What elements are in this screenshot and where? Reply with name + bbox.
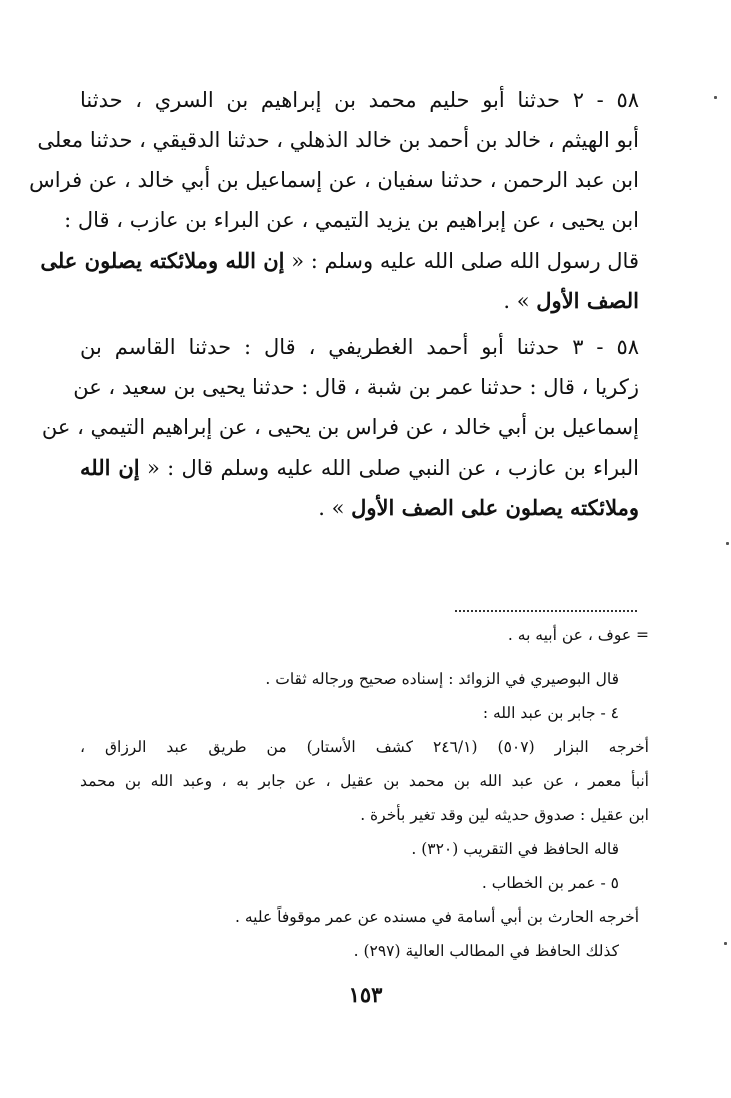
hadith-1-line-2: أبو الهيثم ، خالد بن أحمد بن خالد الذهلي ، حدثنا الدقيقي ، حدثنا معلى	[37, 128, 639, 152]
hadith-1-line-6-bold: الصف الأول	[536, 288, 639, 313]
footnote-separator	[455, 610, 637, 612]
hadith-1-line-5	[40, 248, 639, 273]
scan-speck	[714, 96, 717, 99]
hadith-2-line-4	[80, 455, 639, 480]
footnote-line-4: أخرجه البزار (٥٠٧) (٢٤٦/١ كشف الأستار) من طريق عبد الرزاق ،	[80, 738, 649, 756]
footnote-line-9: أخرجه الحارث بن أبي أسامة في مسنده عن عمر موقوفاً عليه .	[235, 908, 639, 926]
hadith-2-line-5-end: » .	[318, 496, 345, 520]
hadith-2-line-3: إسماعيل بن أبي خالد ، عن فراس بن يحيى ، عن إبراهيم التيمي ، عن	[41, 415, 639, 439]
footnote-line-10: كذلك الحافظ في المطالب العالية (٢٩٧) .	[353, 942, 619, 960]
footnote-line-7: قاله الحافظ في التقريب (٣٢٠) .	[411, 840, 619, 858]
hadith-2-line-5	[318, 495, 639, 520]
hadith-1-line-5-plain: قال رسول الله صلى الله عليه وسلم : «	[291, 249, 639, 273]
footnote-line-8: ٥ - عمر بن الخطاب .	[481, 874, 619, 892]
scan-speck	[724, 942, 727, 945]
hadith-1-line-3: ابن عبد الرحمن ، حدثنا سفيان ، عن إسماعيل بن أبي خالد ، عن فراس	[29, 168, 639, 192]
hadith-1-line-1: ٥٨ - ٢ حدثنا أبو حليم محمد بن إبراهيم بن السري ، حدثنا	[80, 88, 639, 112]
page-number: ١٥٣	[348, 982, 383, 1007]
footnote-line-5: أنبأ معمر ، عن عبد الله بن محمد بن عقيل ، عن جابر به ، وعبد الله بن محمد	[80, 772, 649, 790]
footnote-line-2: قال البوصيري في الزوائد : إسناده صحيح ورجاله ثقات .	[265, 670, 619, 688]
hadith-2-line-4-plain: البراء بن عازب ، عن النبي صلى الله عليه وسلم قال : «	[146, 456, 639, 480]
footnote-line-1: = عوف ، عن أبيه به .	[507, 626, 649, 644]
footnote-line-6: ابن عقيل : صدوق حديثه لين وقد تغير بأخرة .	[360, 806, 649, 824]
hadith-1-line-4: ابن يحيى ، عن إبراهيم بن يزيد التيمي ، عن البراء بن عازب ، قال :	[64, 208, 639, 232]
hadith-2-line-5-bold: وملائكته يصلون على الصف الأول	[351, 495, 639, 520]
hadith-2-line-2: زكريا ، قال : حدثنا عمر بن شبة ، قال : حدثنا يحيى بن سعيد ، عن	[73, 375, 639, 399]
hadith-1-line-6-end: » .	[503, 289, 530, 313]
hadith-2-line-1: ٥٨ - ٣ حدثنا أبو أحمد الغطريفي ، قال : حدثنا القاسم بن	[80, 335, 639, 359]
hadith-2-line-4-bold: إن الله	[80, 455, 140, 480]
scan-speck	[726, 542, 729, 545]
hadith-1-line-6	[503, 288, 639, 313]
footnote-line-3: ٤ - جابر بن عبد الله :	[482, 704, 619, 722]
hadith-1-line-5-bold: إن الله وملائكته يصلون على	[40, 248, 285, 273]
